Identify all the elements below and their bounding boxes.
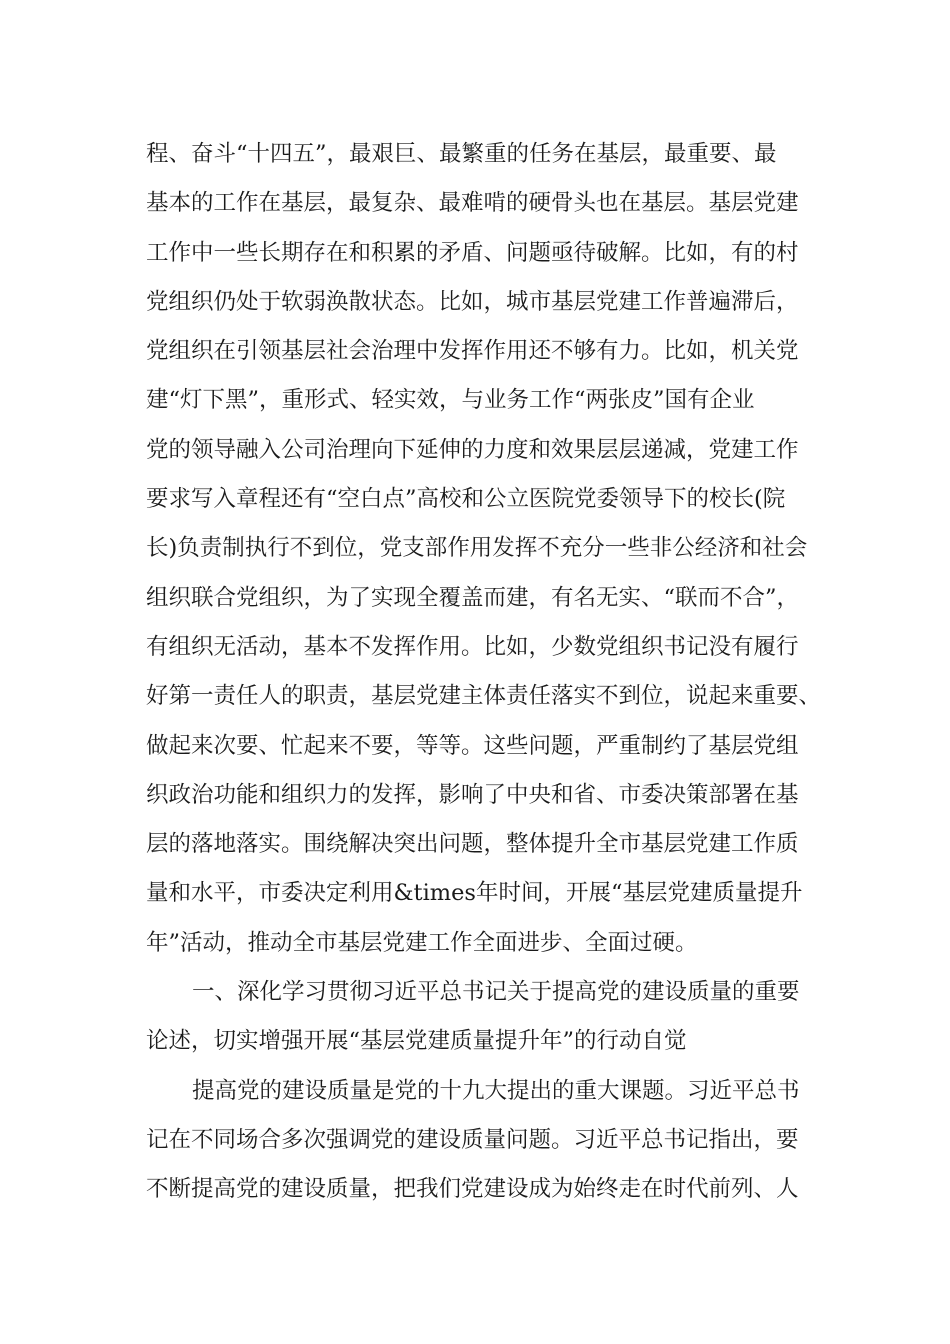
text-line-12: 好第一责任人的职责，基层党建主体责任落实不到位，说起来重要、 xyxy=(146,683,822,710)
text-line-15: 层的落地落实。围绕解决突出问题，整体提升全市基层党建工作质 xyxy=(146,831,799,858)
text-line-14: 织政治功能和组织力的发挥，影响了中央和省、市委决策部署在基 xyxy=(146,781,799,808)
section-heading-line-2: 论述，切实增强开展“基层党建质量提升年”的行动自觉 xyxy=(146,1028,687,1055)
text-line-13: 做起来次要、忙起来不要，等等。这些问题，严重制约了基层党组 xyxy=(146,732,799,759)
document-body xyxy=(146,130,836,1215)
section-heading-line-1: 一、深化学习贯彻习近平总书记关于提高党的建设质量的重要 xyxy=(192,979,800,1006)
text-line-11: 有组织无活动，基本不发挥作用。比如，少数党组织书记没有履行 xyxy=(146,633,799,660)
text-line-20: 提高党的建设质量是党的十九大提出的重大课题。习近平总书 xyxy=(192,1077,800,1104)
text-line-2: 基本的工作在基层，最复杂、最难啃的硬骨头也在基层。基层党建 xyxy=(146,190,799,217)
text-line-5: 党组织在引领基层社会治理中发挥作用还不够有力。比如，机关党 xyxy=(146,338,799,365)
text-line-3: 工作中一些长期存在和积累的矛盾、问题亟待破解。比如，有的村 xyxy=(146,239,799,266)
text-line-8: 要求写入章程还有“空白点”高校和公立医院党委领导下的校长(院 xyxy=(146,486,786,513)
text-line-16: 量和水平，市委决定利用&times年时间，开展“基层党建质量提升 xyxy=(146,880,803,907)
text-line-9: 长)负责制执行不到位，党支部作用发挥不充分一些非公经济和社会 xyxy=(146,535,808,562)
text-line-22: 不断提高党的建设质量，把我们党建设成为始终走在时代前列、人 xyxy=(146,1176,799,1203)
text-line-17: 年”活动，推动全市基层党建工作全面进步、全面过硬。 xyxy=(146,929,698,956)
text-line-1: 程、奋斗“十四五”，最艰巨、最繁重的任务在基层，最重要、最 xyxy=(146,141,777,167)
text-line-21: 记在不同场合多次强调党的建设质量问题。习近平总书记指出，要 xyxy=(146,1126,799,1153)
text-line-10: 组织联合党组织，为了实现全覆盖而建，有名无实、“联而不合”， xyxy=(146,584,800,611)
text-line-4: 党组织仍处于软弱涣散状态。比如，城市基层党建工作普遍滞后， xyxy=(146,288,799,315)
text-line-7: 党的领导融入公司治理向下延伸的力度和效果层层递减，党建工作 xyxy=(146,436,799,463)
text-line-6: 建“灯下黑”，重形式、轻实效，与业务工作“两张皮”国有企业 xyxy=(146,387,755,414)
